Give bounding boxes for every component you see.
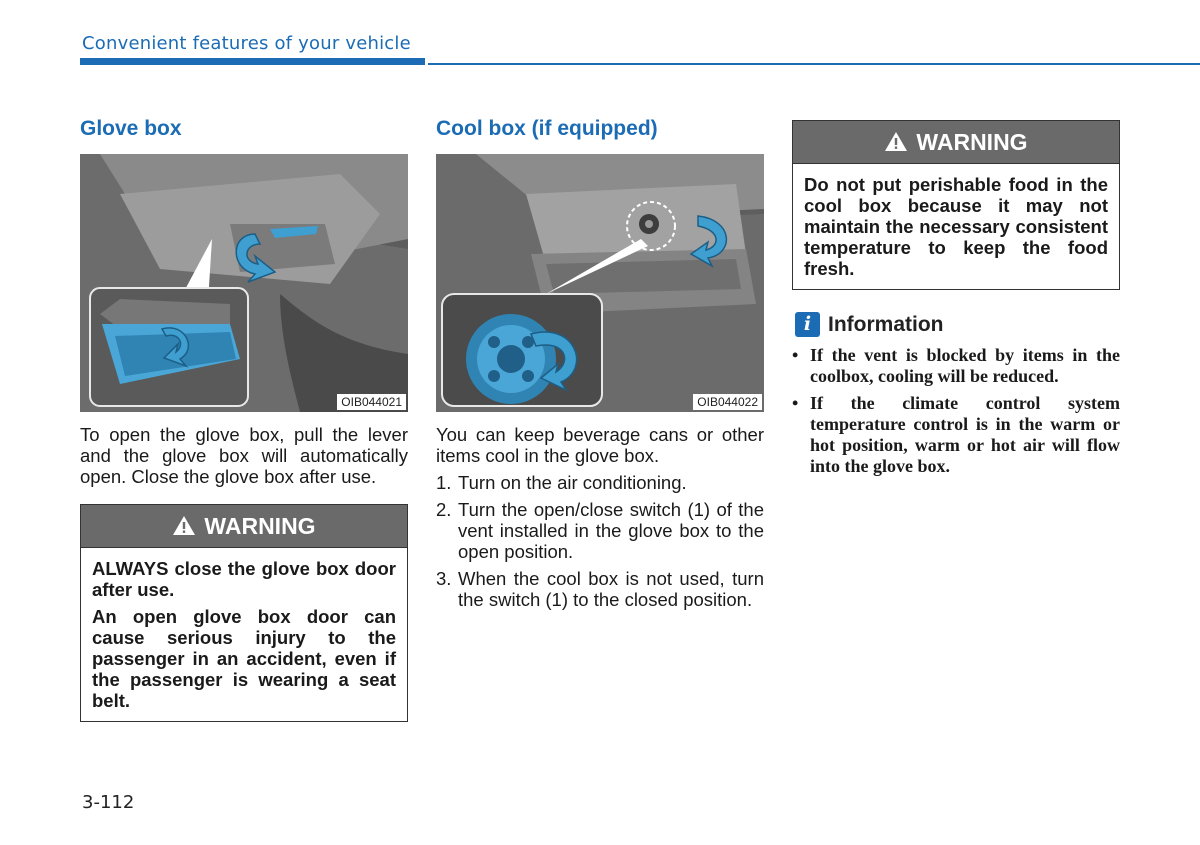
cool-box-intro: You can keep beverage cans or other items cool in the glove box. — [436, 424, 764, 466]
page-number: 3-112 — [82, 792, 135, 813]
glove-box-heading: Glove box — [80, 117, 182, 140]
list-item: • If the climate control system temperature control is in the warm or hot position, warm or hot air will flow into the glove box. — [792, 393, 1120, 476]
cool-box-warning-box — [792, 120, 1120, 290]
cool-box-illustration — [436, 154, 764, 412]
warning-paragraph: An open glove box door can cause serious injury to the passenger in an accident, even if the passenger is wearing a seat belt. — [92, 606, 396, 711]
warning-triangle-icon — [884, 123, 908, 165]
glove-box-description: To open the glove box, pull the lever and the glove box will automatically open. Close the glove box after use. — [80, 424, 408, 487]
warning-paragraph: Do not put perishable food in the cool box because it may not maintain the necessary consistent temperature to keep the food fresh. — [804, 174, 1108, 279]
section-title: Convenient features of your vehicle — [82, 33, 411, 54]
glove-box-warning-box — [80, 504, 408, 722]
figure-code: OIB044022 — [693, 394, 762, 410]
header-rule-thick — [80, 58, 425, 65]
information-list — [792, 345, 1120, 483]
warning-header — [81, 505, 407, 548]
cool-box-heading: Cool box (if equipped) — [436, 117, 658, 140]
information-title: Information — [828, 313, 944, 336]
warning-triangle-icon — [172, 507, 196, 549]
warning-header — [793, 121, 1119, 164]
list-item: • If the vent is blocked by items in the coolbox, cooling will be reduced. — [792, 345, 1120, 386]
warning-title: WARNING — [204, 513, 316, 539]
warning-paragraph: ALWAYS close the glove box door after use. — [92, 558, 396, 600]
header-rule-thin — [428, 63, 1200, 65]
glove-box-illustration — [80, 154, 408, 412]
list-item: 2. Turn the open/close switch (1) of the vent installed in the glove box to the open position. — [436, 499, 764, 562]
info-icon: i — [795, 312, 820, 337]
cool-box-steps — [436, 472, 764, 616]
warning-title: WARNING — [916, 129, 1028, 155]
list-item: 3. When the cool box is not used, turn the switch (1) to the closed position. — [436, 568, 764, 610]
figure-code: OIB044021 — [337, 394, 406, 410]
list-item: 1. Turn on the air conditioning. — [436, 472, 687, 493]
